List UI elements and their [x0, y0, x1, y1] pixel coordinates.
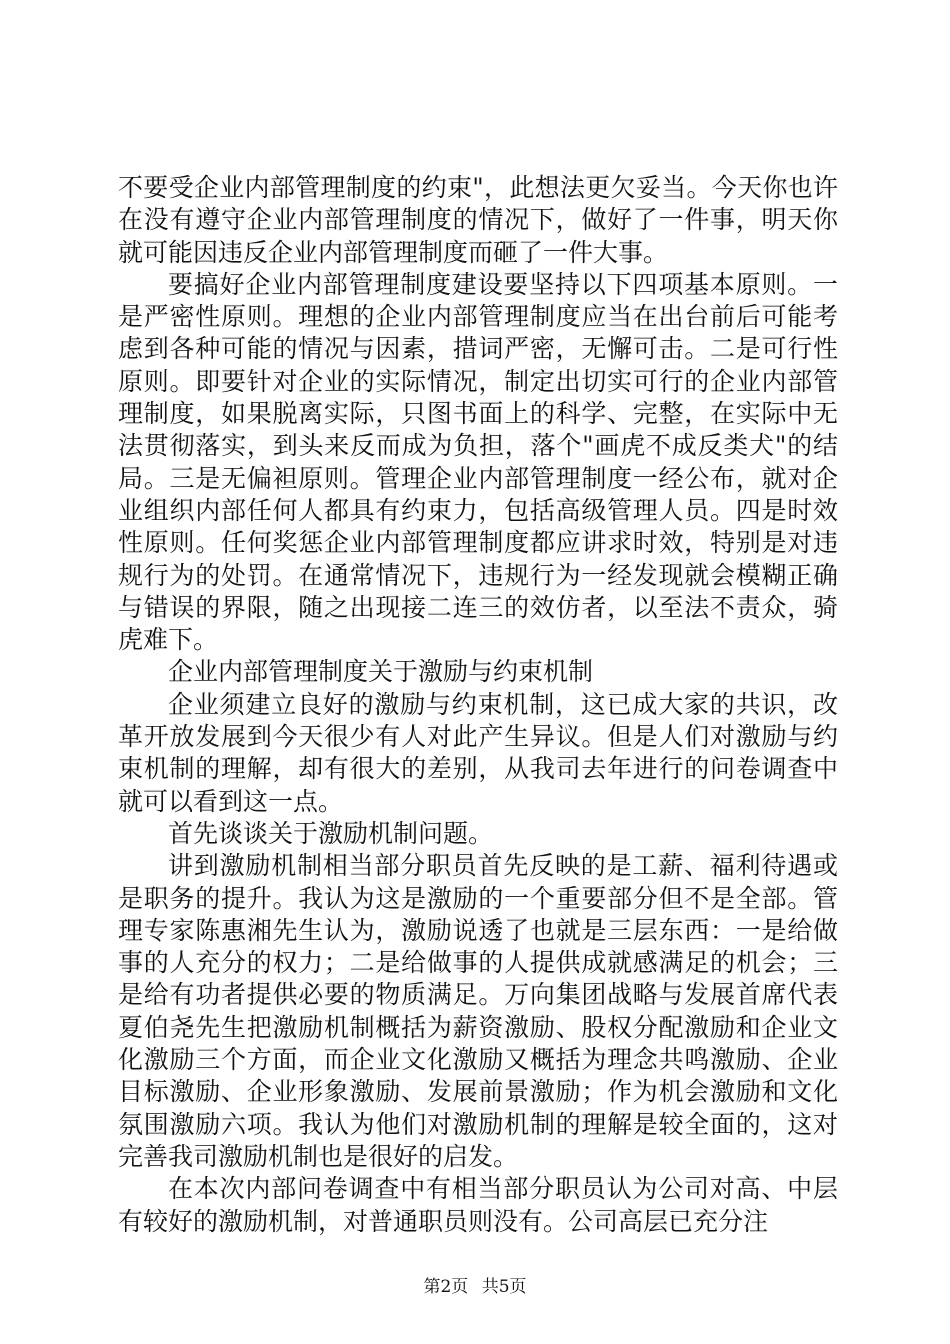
paragraph-principles: 要搞好企业内部管理制度建设要坚持以下四项基本原则。一是严密性原则。理想的企业内部管理制度应当在出台前后可能考虑到各种可能的情况与因素，措词严密，无懈可击。二是可行性原则。即要针对企业的实际情况，制定出切实可行的企业内部管理制度，如果脱离实际，只图书面上的科学、完整，在实际中无法贯彻落实，到头来反而成为负担，落个"画虎不成反类犬"的结局。三是无偏袒原则。管理企业内部管理制度一经公布，就对企业组织内部任何人都具有约束力，包括高级管理人员。四是时效性原则。任何奖惩企业内部管理制度都应讲求时效，特别是对违规行为的处罚。在通常情况下，违规行为一经发现就会模糊正确与错误的界限，随之出现接二连三的效仿者，以至法不责众，骑虎难下。 [118, 269, 838, 655]
paragraph-incentive-consensus: 企业须建立良好的激励与约束机制，这已成大家的共识，改革开放发展到今天很少有人对此产生异议。但是人们对激励与约束机制的理解，却有很大的差别，从我司去年进行的问卷调查中就可以看到这一点。 [118, 689, 838, 816]
document-body [118, 172, 838, 1238]
page-footer [0, 1272, 950, 1297]
paragraph-incentive-intro: 首先谈谈关于激励机制问题。 [168, 818, 494, 848]
page-total: 共5页 [481, 1277, 527, 1297]
paragraph-survey: 在本次内部问卷调查中有相当部分职员认为公司对高、中层有较好的激励机制，对普通职员则没有。公司高层已充分注 [118, 1174, 838, 1236]
section-heading: 企业内部管理制度关于激励与约束机制 [168, 657, 594, 687]
page-number: 第2页 [423, 1277, 469, 1297]
paragraph-continuation: 不要受企业内部管理制度的约束"，此想法更欠妥当。今天你也许在没有遵守企业内部管理制度的情况下，做好了一件事，明天你就可能因违反企业内部管理制度而砸了一件大事。 [118, 173, 838, 267]
paragraph-incentive-detail: 讲到激励机制相当部分职员首先反映的是工薪、福利待遇或是职务的提升。我认为这是激励的一个重要部分但不是全部。管理专家陈惠湘先生认为，激励说透了也就是三层东西：一是给做事的人充分的权力；二是给做事的人提供成就感满足的机会；三是给有功者提供必要的物质满足。万向集团战略与发展首席代表夏伯尧先生把激励机制概括为薪资激励、股权分配激励和企业文化激励三个方面，而企业文化激励又概括为理念共鸣激励、企业目标激励、企业形象激励、发展前景激励；作为机会激励和文化氛围激励六项。我认为他们对激励机制的理解是较全面的，这对完善我司激励机制也是很好的启发。 [118, 851, 838, 1171]
